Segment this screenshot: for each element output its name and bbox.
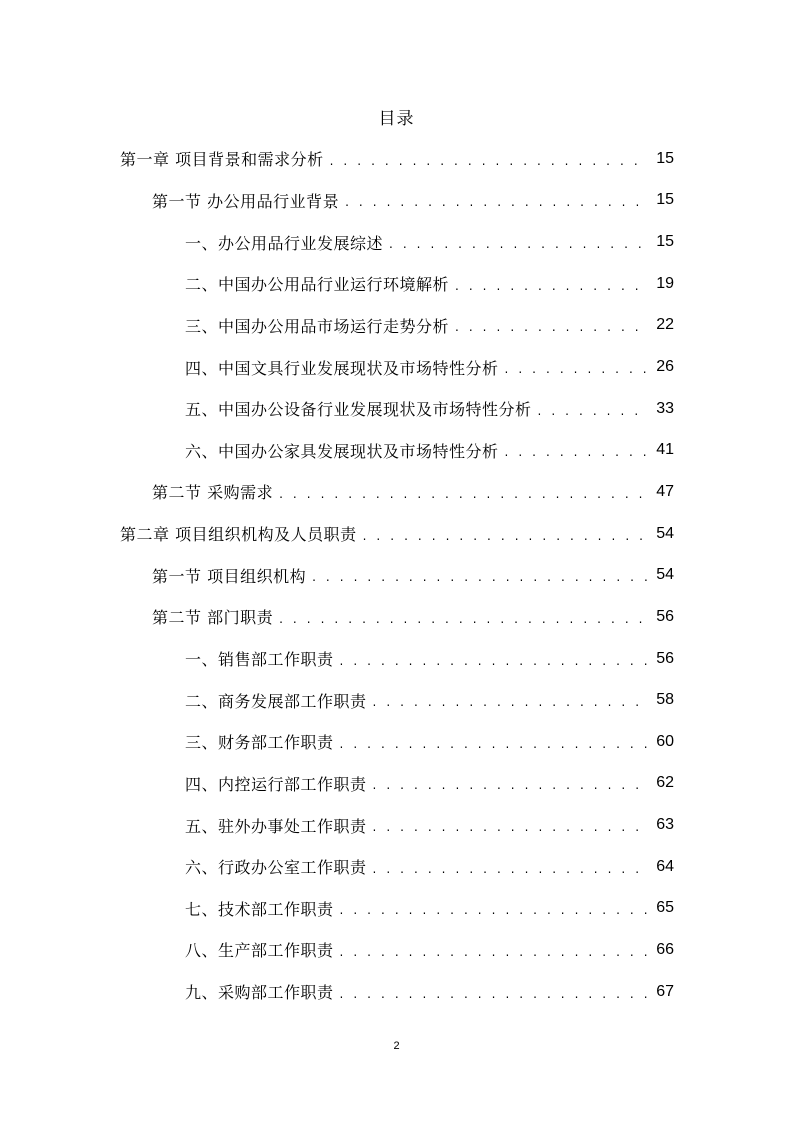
toc-entry-page: 67 xyxy=(656,982,674,1000)
toc-dot-leader xyxy=(340,900,648,916)
toc-entry-page: 65 xyxy=(656,899,674,917)
toc-entry-section[interactable] xyxy=(0,471,793,513)
toc-entry-page: 41 xyxy=(656,441,674,459)
toc-entry-page: 19 xyxy=(656,274,674,292)
toc-entry-page: 54 xyxy=(656,524,674,542)
toc-entry-page: 15 xyxy=(656,191,674,209)
toc-entry-page: 15 xyxy=(656,233,674,251)
toc-entry-label: 第一节 办公用品行业背景 xyxy=(152,191,340,211)
toc-entry-chapter-2[interactable] xyxy=(0,513,793,555)
toc-entry-page: 64 xyxy=(656,857,674,875)
toc-entry-subsection[interactable] xyxy=(0,679,793,721)
toc-entry-label: 七、技术部工作职责 xyxy=(185,899,334,919)
toc-entry-subsection[interactable] xyxy=(0,221,793,263)
toc-entry-subsection[interactable] xyxy=(0,638,793,680)
toc-entry-page: 66 xyxy=(656,940,674,958)
toc-entry-label: 第二节 采购需求 xyxy=(152,483,274,503)
toc-entry-label: 第二节 部门职责 xyxy=(152,608,274,628)
toc-entry-page: 26 xyxy=(656,358,674,376)
toc-entry-label: 五、驻外办事处工作职责 xyxy=(185,816,367,836)
toc-entry-label: 一、办公用品行业发展综述 xyxy=(185,233,384,253)
toc-entry-page: 58 xyxy=(656,691,674,709)
toc-entry-label: 五、中国办公设备行业发展现状及市场特性分析 xyxy=(185,400,532,420)
toc-entry-subsection[interactable] xyxy=(0,346,793,388)
toc-title: 目录 xyxy=(378,109,415,129)
toc-dot-leader xyxy=(373,859,648,875)
toc-dot-leader xyxy=(340,734,648,750)
toc-dot-leader xyxy=(505,359,648,375)
toc-entry-page: 62 xyxy=(656,774,674,792)
toc-dot-leader xyxy=(389,234,648,250)
toc-entry-label: 一、销售部工作职责 xyxy=(185,650,334,669)
toc-dot-leader xyxy=(330,151,648,167)
toc-entry-label: 第一章 项目背景和需求分析 xyxy=(120,150,324,170)
toc-dot-leader xyxy=(279,609,648,625)
toc-entry-subsection[interactable] xyxy=(0,721,793,763)
toc-entry-label: 三、财务部工作职责 xyxy=(185,733,334,753)
toc-dot-leader xyxy=(340,651,648,667)
toc-list xyxy=(0,138,793,1012)
toc-entry-label: 二、商务发展部工作职责 xyxy=(185,691,367,711)
toc-dot-leader xyxy=(345,192,648,208)
toc-entry-section[interactable] xyxy=(0,596,793,638)
toc-entry-subsection[interactable] xyxy=(0,763,793,805)
toc-entry-page: 63 xyxy=(656,816,674,834)
toc-entry-label: 第二章 项目组织机构及人员职责 xyxy=(120,525,357,545)
toc-dot-leader xyxy=(455,276,648,292)
toc-entry-label: 九、采购部工作职责 xyxy=(185,983,334,1003)
toc-entry-subsection[interactable] xyxy=(0,846,793,888)
page-number: 2 xyxy=(393,1040,400,1052)
toc-entry-chapter-1[interactable] xyxy=(0,138,793,180)
toc-dot-leader xyxy=(340,942,648,958)
toc-entry-page: 15 xyxy=(656,149,674,167)
toc-dot-leader xyxy=(505,442,648,458)
toc-dot-leader xyxy=(363,526,648,542)
toc-entry-page: 56 xyxy=(656,607,674,625)
toc-dot-leader xyxy=(279,484,648,500)
toc-entry-page: 60 xyxy=(656,732,674,750)
toc-entry-page: 54 xyxy=(656,566,674,584)
toc-entry-subsection[interactable] xyxy=(0,804,793,846)
toc-entry-subsection[interactable] xyxy=(0,971,793,1013)
toc-dot-leader xyxy=(312,567,648,583)
toc-entry-subsection[interactable] xyxy=(0,388,793,430)
toc-entry-page: 33 xyxy=(656,399,674,417)
toc-entry-section[interactable] xyxy=(0,180,793,222)
toc-entry-label: 四、中国文具行业发展现状及市场特性分析 xyxy=(185,358,499,378)
toc-entry-page: 47 xyxy=(656,482,674,500)
toc-dot-leader xyxy=(455,317,648,333)
toc-entry-label: 六、行政办公室工作职责 xyxy=(185,858,367,878)
toc-entry-subsection[interactable] xyxy=(0,305,793,347)
toc-entry-label: 第一节 项目组织机构 xyxy=(152,566,307,586)
toc-entry-label: 四、内控运行部工作职责 xyxy=(185,774,367,794)
toc-entry-page: 22 xyxy=(656,316,674,334)
toc-entry-section[interactable] xyxy=(0,554,793,596)
toc-dot-leader xyxy=(340,984,648,1000)
toc-entry-label: 二、中国办公用品行业运行环境解析 xyxy=(185,275,450,295)
toc-dot-leader xyxy=(373,817,648,833)
toc-entry-label: 三、中国办公用品市场运行走势分析 xyxy=(185,316,450,336)
toc-entry-subsection[interactable] xyxy=(0,429,793,471)
toc-entry-label: 六、中国办公家具发展现状及市场特性分析 xyxy=(185,441,499,461)
toc-entry-page: 56 xyxy=(656,649,674,667)
toc-entry-subsection[interactable] xyxy=(0,263,793,305)
toc-dot-leader xyxy=(538,401,648,417)
toc-entry-label: 八、生产部工作职责 xyxy=(185,941,334,961)
toc-dot-leader xyxy=(373,775,648,791)
toc-entry-subsection[interactable] xyxy=(0,929,793,971)
toc-entry-subsection[interactable] xyxy=(0,888,793,930)
toc-dot-leader xyxy=(373,692,648,708)
